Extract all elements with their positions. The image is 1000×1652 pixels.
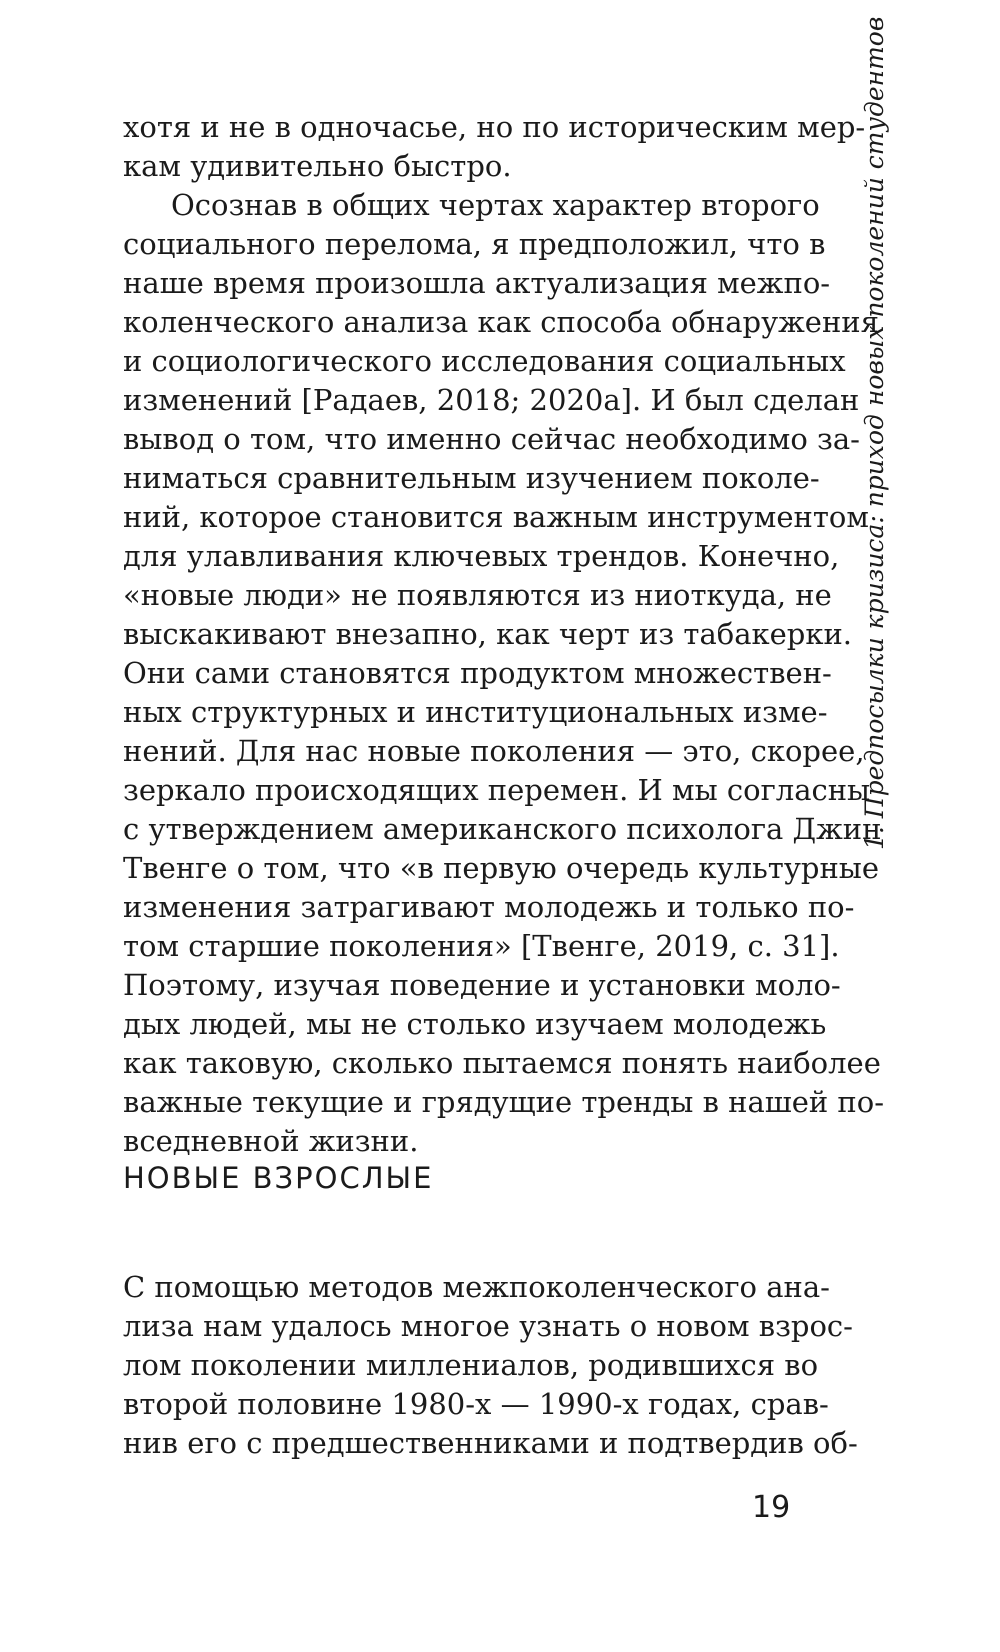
- text-line: лом поколении миллениалов, родившихся во: [123, 1348, 819, 1382]
- text-line: коленческого анализа как способа обнаружения: [123, 305, 879, 339]
- text-line: для улавливания ключевых трендов. Конечно,: [123, 539, 840, 573]
- text-line: нений. Для нас новые поколения — это, скорее,: [123, 734, 865, 768]
- text-line: изменений [Радаев, 2018; 2020а]. И был сделан: [123, 383, 860, 417]
- text-line: Они сами становятся продуктом множествен-: [123, 656, 832, 690]
- text-line: С помощью методов межпоколенческого ана-: [123, 1270, 830, 1304]
- text-line: Поэтому, изучая поведение и установки моло-: [123, 968, 841, 1002]
- page-number: 19: [752, 1490, 791, 1525]
- text-line: социального перелома, я предположил, что в: [123, 227, 826, 261]
- text-line: «новые люди» не появляются из ниоткуда, не: [123, 578, 832, 612]
- text-line: наше время произошла актуализация межпо-: [123, 266, 831, 300]
- text-line: важные текущие и грядущие тренды в нашей по-: [123, 1085, 885, 1119]
- text-line: и социологического исследования социальных: [123, 344, 846, 378]
- section-heading: НОВЫЕ ВЗРОСЛЫЕ: [123, 1161, 434, 1195]
- text-line: Твенге о том, что «в первую очередь культурные: [123, 851, 880, 885]
- text-line: выскакивают внезапно, как черт из табакерки.: [123, 617, 853, 651]
- text-line: зеркало происходящих перемен. И мы согласны: [123, 773, 871, 807]
- text-line: Осознав в общих чертах характер второго: [171, 188, 820, 222]
- text-line: том старшие поколения» [Твенге, 2019, с. 31].: [123, 929, 840, 963]
- section-text: [123, 1268, 858, 1463]
- text-line: ний, которое становится важным инструментом: [123, 500, 869, 534]
- text-line: вседневной жизни.: [123, 1124, 419, 1158]
- text-line: с утверждением американского психолога Джин: [123, 812, 882, 846]
- text-line: ных структурных и институциональных изме-: [123, 695, 828, 729]
- text-line: хотя и не в одночасье, но по историческим мер-: [123, 110, 866, 144]
- text-line: нив его с предшественниками и подтвердив об-: [123, 1426, 858, 1460]
- text-line: лиза нам удалось многое узнать о новом взрос-: [123, 1309, 853, 1343]
- text-line: второй половине 1980-х — 1990-х годах, срав-: [123, 1387, 829, 1421]
- text-line: вывод о том, что именно сейчас необходимо за-: [123, 422, 860, 456]
- text-line: ниматься сравнительным изучением поколе-: [123, 461, 820, 495]
- text-line: изменения затрагивают молодежь и только по-: [123, 890, 855, 924]
- text-line: как таковую, сколько пытаемся понять наиболее: [123, 1046, 881, 1080]
- text-line: кам удивительно быстро.: [123, 149, 512, 183]
- text-line: дых людей, мы не столько изучаем молодежь: [123, 1007, 827, 1041]
- running-head: 1. Предпосылки кризиса: приход новых поколений студентов: [860, 16, 889, 850]
